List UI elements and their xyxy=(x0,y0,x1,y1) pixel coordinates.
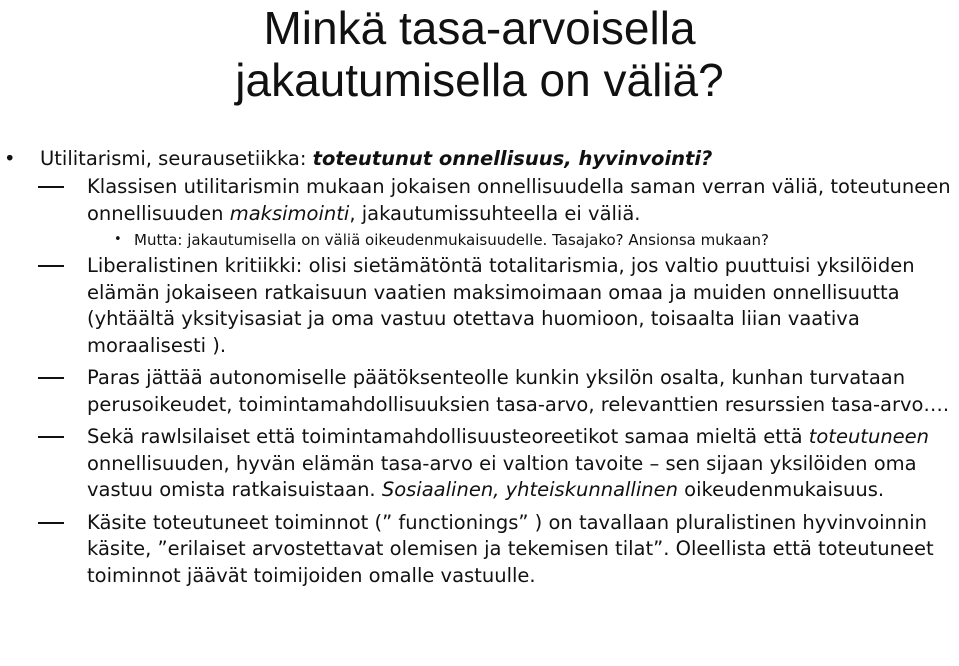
slide-title-line-1: Minkä tasa-arvoisella xyxy=(263,2,696,54)
bullet-liberal-critique xyxy=(0,253,959,359)
slide-title xyxy=(0,2,959,106)
dash-icon xyxy=(38,436,64,438)
bullet-dot-icon: • xyxy=(114,232,122,247)
bullet-distribution-note xyxy=(0,229,959,251)
bullet-functionings xyxy=(0,510,959,590)
rawls-text-2: onnellisuuden, hyvän elämän tasa-arvo ei valtion tavoite – sen sijaan yksilöiden oma vastuu omista ratkaisuistaan. xyxy=(87,451,917,501)
classical-text-1: Klassisen utilitarismin mukaan jokaisen onnellisuudella saman verran väliä, toteutuneen onnellisuuden xyxy=(87,175,951,225)
slide-title-line-2: jakautumisella on väliä? xyxy=(235,54,724,106)
dash-icon xyxy=(38,265,64,267)
classical-emphasis: maksimointi xyxy=(229,201,350,225)
utilitarianism-text: Utilitarismi, seurausetiikka: xyxy=(40,147,313,170)
bullet-autonomy xyxy=(0,365,959,418)
dash-icon xyxy=(38,522,64,524)
rawls-emphasis-2: Sosiaalinen, yhteiskunnallinen xyxy=(381,478,678,501)
dash-icon xyxy=(38,377,64,379)
liberal-critique-text: Liberalistinen kritiikki: olisi sietämätöntä totalitarismia, jos valtio puuttuisi yksilöiden elämän jokaiseen ratkaisuun vaatien maksimoimaan omaa ja muiden onnellisuutta (yhtäältä yksityisasiat ja oma vastuu otettava huomioon, toisaalta liian vaativa moraalisesti ). xyxy=(87,254,915,357)
dash-icon xyxy=(38,186,64,188)
rawls-text-3: oikeudenmukaisuus. xyxy=(677,478,885,501)
classical-text-2: , jakautumissuhteella ei väliä. xyxy=(349,201,641,225)
rawls-emphasis-1: toteutuneen xyxy=(808,425,930,448)
utilitarianism-emphasis: toteutunut onnellisuus, hyvinvointi? xyxy=(312,147,713,170)
distribution-note-text: Mutta: jakautumisella on väliä oikeudenmukaisuudelle. Tasajako? Ansionsa mukaan? xyxy=(134,231,769,249)
bullet-utilitarianism xyxy=(0,146,959,172)
bullet-rawls-sen xyxy=(0,424,959,504)
slide-body xyxy=(0,146,959,589)
bullet-dot-icon: • xyxy=(4,147,16,170)
autonomy-text: Paras jättää autonomiselle päätöksenteolle kunkin yksilön osalta, kunhan turvataan perusoikeudet, toimintamahdollisuuksien tasa-arvo, relevanttien resurssien tasa-arvo…. xyxy=(87,366,950,416)
functionings-text: Käsite toteutuneet toiminnot (” functionings” ) on tavallaan pluralistinen hyvinvoinnin käsite, ”erilaiset arvostettavat olemisen ja tekemisen tilat”. Oleellista että toteutuneet toiminnot jäävät toimijoiden omalle vastuulle. xyxy=(87,510,934,587)
bullet-classical-utilitarianism xyxy=(0,174,959,227)
rawls-text-1: Sekä rawlsilaiset että toimintamahdollisuusteoreetikot samaa mieltä että xyxy=(87,425,809,448)
